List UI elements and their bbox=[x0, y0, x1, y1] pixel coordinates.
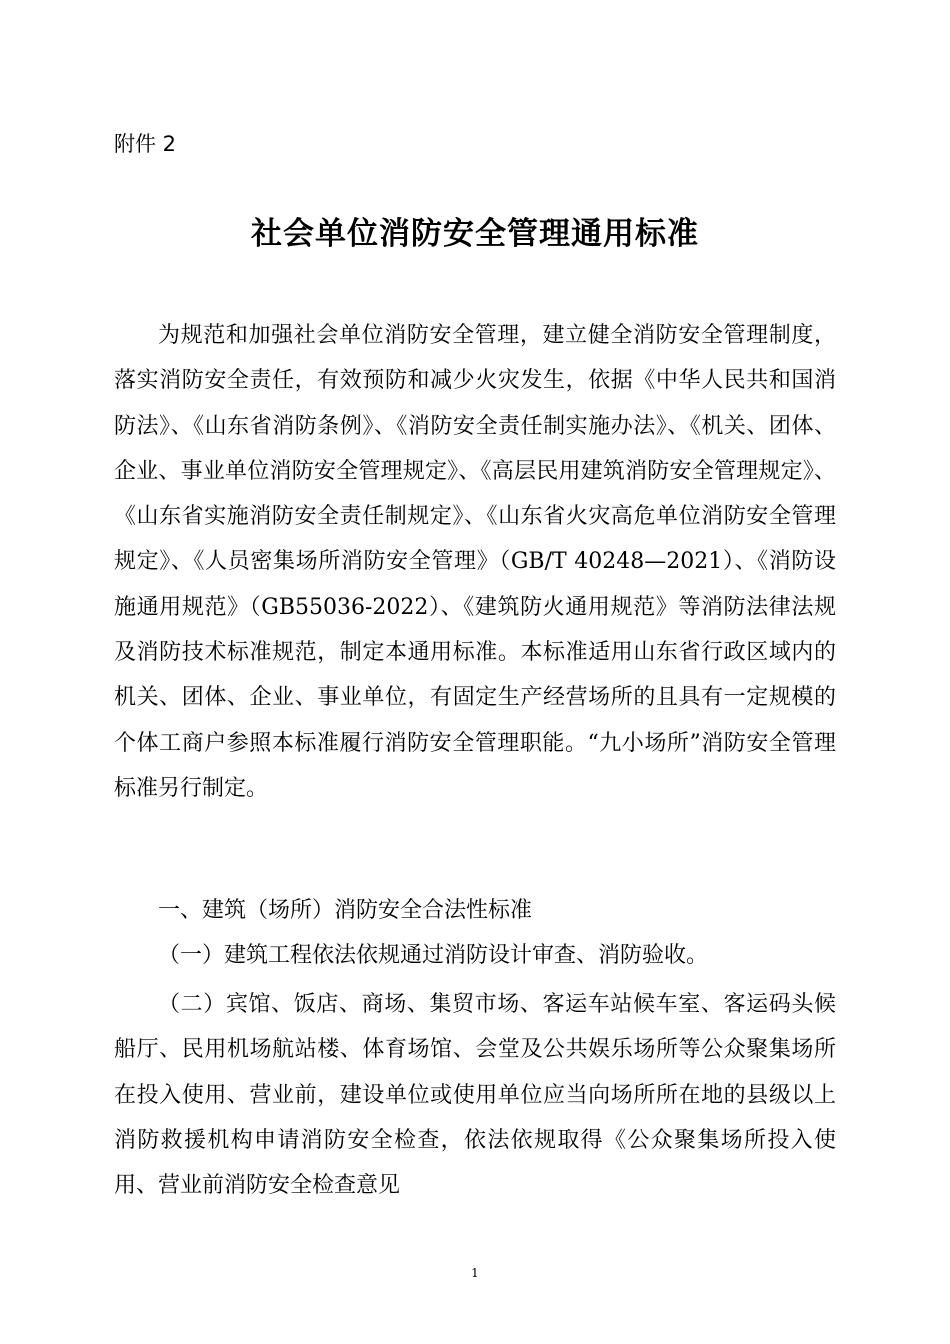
intro-paragraph: 为规范和加强社会单位消防安全管理，建立健全消防安全管理制度，落实消防安全责任，有效预防和减少火灾发生，依据《中华人民共和国消防法》、《山东省消防条例》、《消防安全责任制实施办法》、《机关、团体、企业、事业单位消防安全管理规定》、《高层民用建筑消防安全管理规定》、《山东省实施消防安全责任制规定》、《山东省火灾高危单位消防安全管理规定》、《人员密集场所消防安全管理》（GB/T 40248—2021）、《消防设施通用规范》（GB55036-2022）、《建筑防火通用规范》等消防法律法规及消防技术标准规范，制定本通用标准。本标准适用山东省行政区域内的机关、团体、企业、事业单位，有固定生产经营场所的且具有一定规模的个体工商户参照本标准履行消防安全管理职能。“九小场所”消防安全管理标准另行制定。 bbox=[114, 323, 836, 801]
document-title: 社会单位消防安全管理通用标准 bbox=[251, 216, 699, 252]
page-number: 1 bbox=[471, 1266, 479, 1280]
clause-item-1: （一）建筑工程依法依规通过消防设计审查、消防验收。 bbox=[158, 943, 709, 968]
attachment-label: 附件 2 bbox=[114, 132, 177, 156]
clause-item-2: （二）宾馆、饭店、商场、集贸市场、客运车站候车室、客运码头候船厅、民用机场航站楼、体育场馆、会堂及公共娱乐场所等公众聚集场所在投入使用、营业前，建设单位或使用单位应当向场所所在地的县级以上消防救援机构申请消防安全检查，依法依规取得《公众聚集场所投入使用、营业前消防安全检查意见 bbox=[114, 992, 836, 1199]
section-heading-1: 一、建筑（场所）消防安全合法性标准 bbox=[158, 898, 533, 923]
